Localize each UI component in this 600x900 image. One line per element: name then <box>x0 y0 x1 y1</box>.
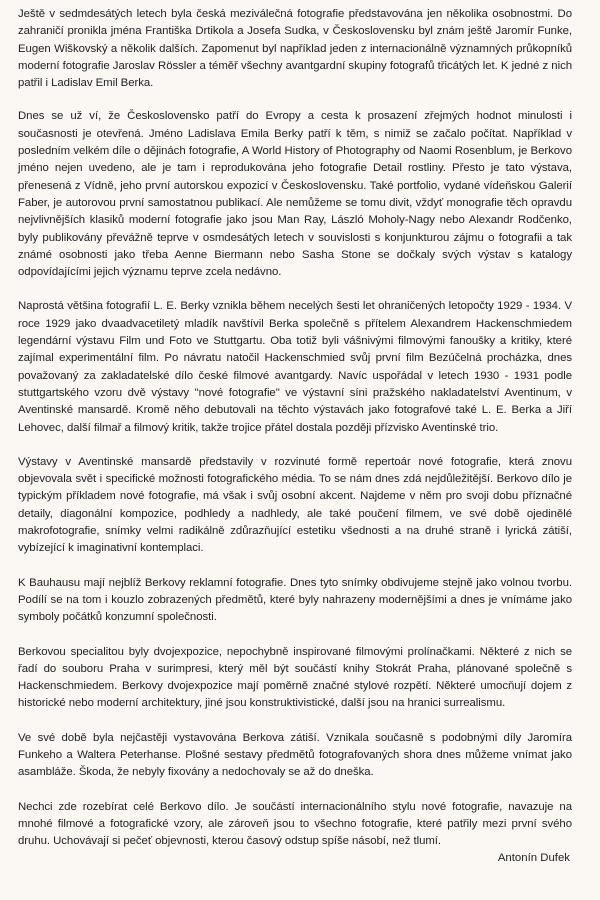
paragraph-bauhaus-advertising: K Bauhausu mají nejblíž Berkovy reklamní fotografie. Dnes tyto snímky obdivujeme stejně jako volnou tvorbu. Podílí se na tom i kouzlo zobrazených předmětů, které byly nahrazeny modernějšími a dnes je vnímáme jako symboly počátků konzumní společnosti. <box>18 576 572 624</box>
paragraph-intro: Ještě v sedmdesátých letech byla česká meziválečná fotografie představována jen několika osobnostmi. Do zahraničí pronikla jména Františka Drtikola a Josefa Sudka, v Československu byl znám ještě Jaromír Funke, Eugen Wiškovský a několik dalších. Zapomenut byl například jeden z internacionálně významných průkopníků moderní fotografie Jaroslav Rössler a téměř všechny avantgardní skupiny fotografů třicátých let. K jedné z nich patřil i Ladislav Emil Berka. <box>18 8 572 90</box>
paragraph-double-exposures: Berkovou specialitou byly dvojexpozice, nepochybně inspirované filmovými prolínačkami. Některé z nich se řadí do souboru Praha v surimpresi, který měl být součástí knihy Stokrát Praha, plánované společně s Hackenschmiedem. Berkovy dvojexpozice mají poměrně značné stylové rozpětí. Některé umocňují dojem z historické nebo moderní architektury, jiné jsou konstruktivistické, další jsou na hranici surrealismu. <box>18 645 572 710</box>
paragraph-conclusion: Nechci zde rozebírat celé Berkovo dílo. Je součástí internacionálního stylu nové fotografie, navazuje na mnohé filmové a fotografické vzory, ale zároveň jsou to všechno fotografie, které patřily mezi první svého druhu. Uchovávají si pečeť objevnosti, kterou časový odstup spíše násobí, než tlumí. <box>18 800 572 848</box>
paragraph-berka-photographs: Naprostá většina fotografií L. E. Berky vznikla během necelých šesti let ohraničených letopočty 1929 - 1934. V roce 1929 jako dvaadvacetiletý mladík navštívil Berka společně s přítelem Alexandrem Hackenschmiedem legendární výstavu Film und Foto ve Stuttgartu. Oba totiž byli vášnivými filmovými fanoušky a kritiky, které zajímal experimentální film. Po návratu natočil Hackenschmied svůj první film Bezúčelná procházka, dnes považovaný za zakladatelské dílo české filmové avantgardy. Navíc uspořádal v letech 1930 - 1931 podle stuttgartského vzoru dvě výstavy "nové fotografie" ve výstavní síni pražského nakladatelství Aventinum, v Aventinské mansardě. Kromě něho debutovali na těchto výstavách jako fotografové také L. E. Berka a Jiří Lehovec, další filmař a filmový kritik, takže trojice přátel dostala později přízvisko Aventinské trio. <box>18 300 572 434</box>
paragraph-czechoslovakia-europe: Dnes se už ví, že Československo patří do Evropy a cesta k prosazení zřejmých hodnot minulosti i současnosti je otevřená. Jméno Ladislava Emila Berky patří k těm, s nimiž se začalo počítat. Například v posledním velkém díle o dějinách fotografie, A World History of Photography od Naomi Rosenblum, je Berkovo jméno nejen uvedeno, ale je tam i reprodukována jeho fotografie Detail rostliny. Přesto je tato výstava, přenesená z Vídně, jeho první autorskou expozicí v Československu. Také portfolio, vydané vídeňskou Galerií Faber, je autorovou první samostatnou publikací. Ale nemůžeme se tomu divit, vždyť monografie těch opravdu nejvlivnějších klasiků moderní fotografie jako jsou Man Ray, László Moholy-Nagy nebo Alexandr Rodčenko, byly publikovány převážně teprve v osmdesátých letech v souvislosti s konjunkturou zájmu o fotografii a tak známé osobnosti jako třeba Aenne Biermann nebo Sasha Stone se dočkaly svých výstav s katalogy odpovídajícími jejich významu teprve zcela nedávno. <box>18 110 572 279</box>
author-signature: Antonín Dufek <box>497 852 570 865</box>
paragraph-aventinum-exhibitions: Výstavy v Aventinské mansardě představily v rozvinuté formě repertoár nové fotografie, která znovu objevovala svět i specifické možnosti fotografického média. To se nám dnes zdá nejdůležitější. Berkovo dílo je typickým příkladem nové fotografie, má však i svůj osobní akcent. Najdeme v něm pro svoji dobu příznačné detaily, diagonální kompozice, podhledy a nadhledy, ale také poučení filmem, ve své době ojedinělé makrofotografie, snímky velmi radikálně zdůrazňující estetiku všednosti a na druhé straně i lyrická zátiší, vybízející k imaginativní kontemplaci. <box>18 455 572 555</box>
paragraph-still-lifes: Ve své době byla nejčastěji vystavována Berkova zátiší. Vznikala současně s podobnými díly Jaromíra Funkeho a Waltera Peterhanse. Plošné sestavy předmětů fotografovaných shora dnes můžeme vnímat jako asambláže. Škoda, že nebyly fixovány a nedochovaly se až do dneška. <box>18 731 572 779</box>
